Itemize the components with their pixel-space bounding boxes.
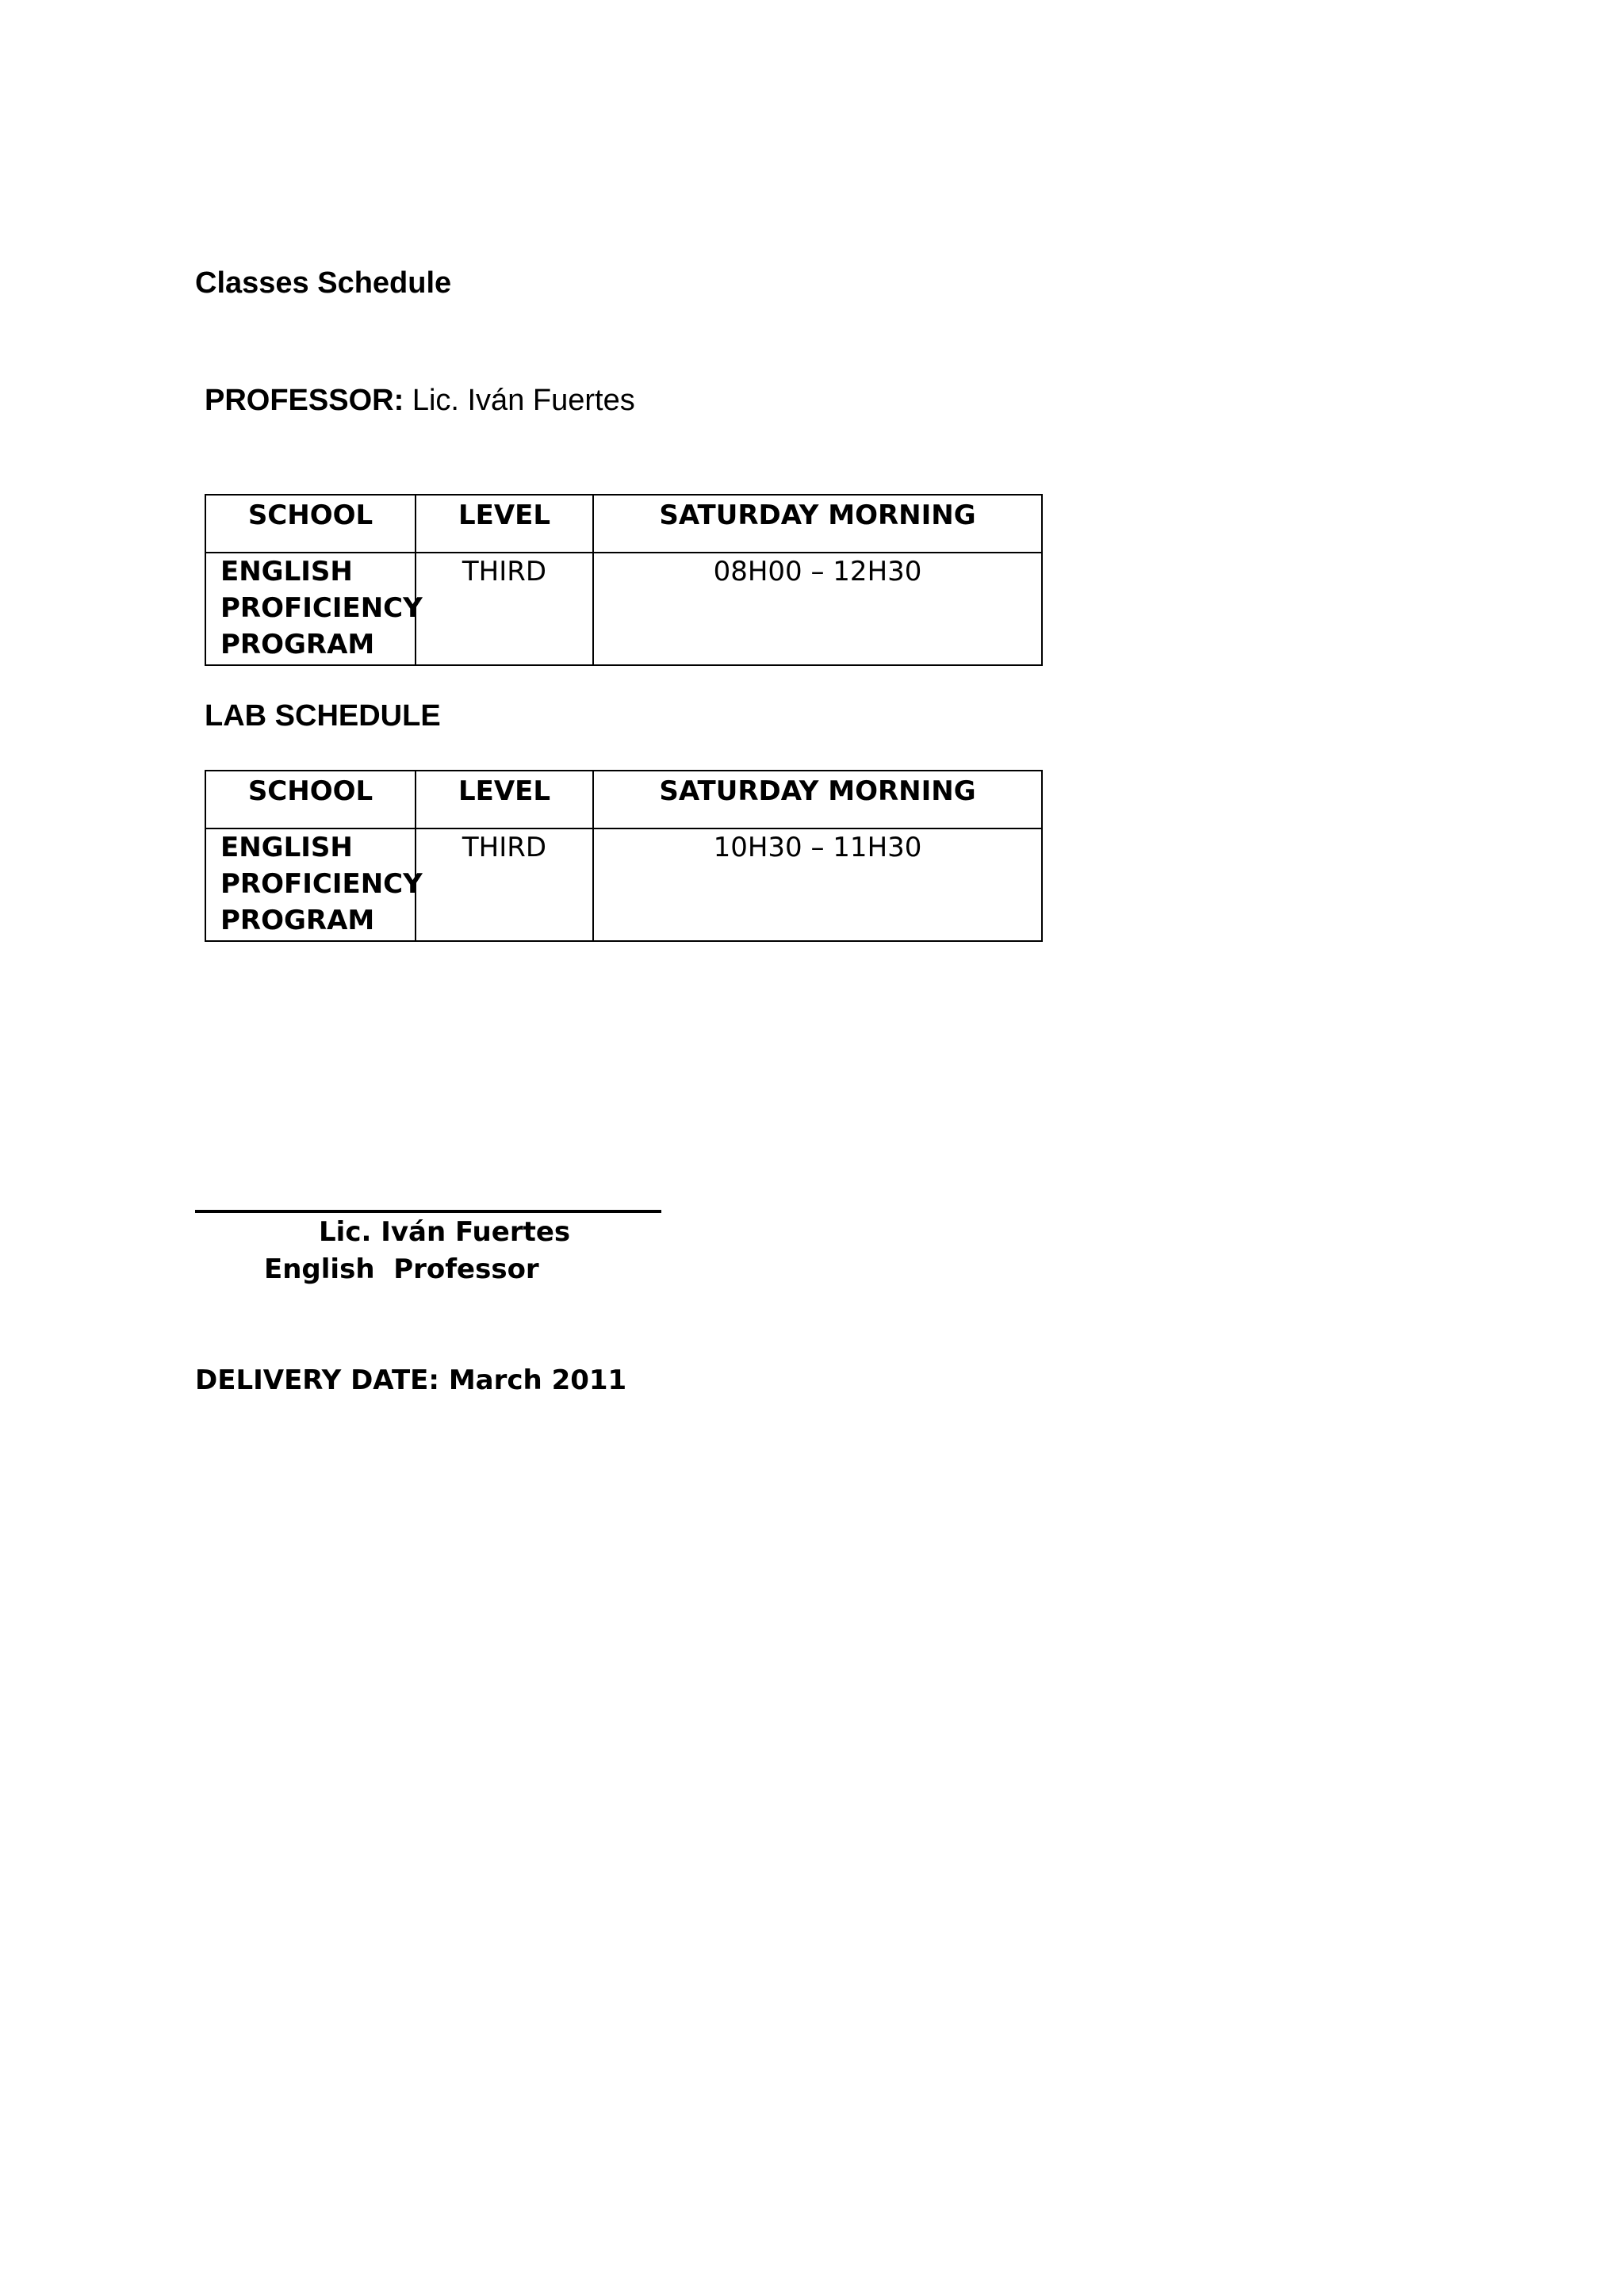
signature-title: English Professor (264, 1253, 539, 1285)
table-header-row (205, 495, 1042, 553)
lab-schedule-title: LAB SCHEDULE (205, 699, 441, 733)
school-line: ENGLISH (220, 832, 353, 863)
school-line: ENGLISH (220, 556, 353, 587)
cell-school (205, 553, 423, 665)
signature-line (195, 1210, 661, 1213)
school-line: PROFICIENCY (220, 868, 423, 900)
table-header-row (205, 771, 1042, 828)
cell-level: THIRD (416, 553, 593, 665)
cell-school (205, 828, 423, 941)
lab-schedule-table (205, 770, 1043, 942)
cell-time: 08H00 – 12H30 (593, 553, 1042, 665)
document-title: Classes Schedule (195, 266, 452, 300)
signature-name: Lic. Iván Fuertes (319, 1216, 571, 1248)
header-level: LEVEL (416, 495, 593, 553)
cell-time: 10H30 – 11H30 (593, 828, 1042, 941)
school-line: PROFICIENCY (220, 592, 423, 624)
school-line: PROGRAM (220, 629, 375, 660)
header-school: SCHOOL (205, 495, 416, 553)
professor-name: Lic. Iván Fuertes (412, 384, 635, 417)
cell-level: THIRD (416, 828, 593, 941)
school-line: PROGRAM (220, 905, 375, 936)
header-saturday-morning: SATURDAY MORNING (593, 771, 1042, 828)
header-school: SCHOOL (205, 771, 416, 828)
delivery-date: DELIVERY DATE: March 2011 (195, 1364, 627, 1396)
professor-label: PROFESSOR: (205, 384, 404, 417)
professor-line (205, 384, 635, 418)
classes-schedule-table (205, 494, 1043, 666)
header-saturday-morning: SATURDAY MORNING (593, 495, 1042, 553)
header-level: LEVEL (416, 771, 593, 828)
table-row (205, 553, 1042, 665)
table-row (205, 828, 1042, 941)
